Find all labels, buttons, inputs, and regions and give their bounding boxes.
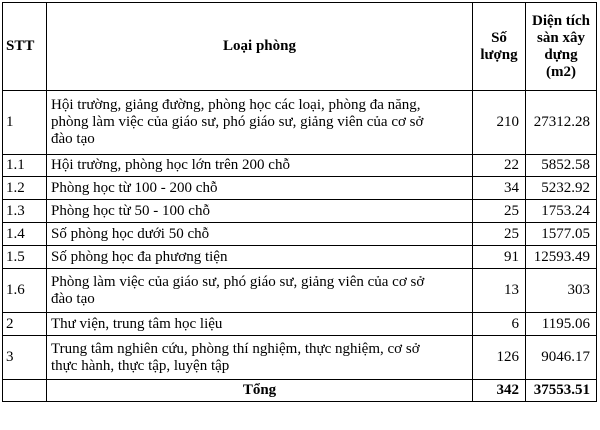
cell-area: 5852.58: [526, 155, 597, 177]
cell-room-type-line: Số phòng học đa phương tiện: [51, 248, 228, 265]
cell-room-type: [47, 336, 473, 380]
header-area-line3: dựng: [544, 46, 578, 63]
cell-area: 1195.06: [526, 313, 597, 336]
header-area-line2: sàn xây: [537, 29, 585, 46]
cell-room-type: [47, 200, 473, 223]
cell-room-type: [47, 269, 473, 313]
cell-room-type-line: Trung tâm nghiên cứu, phòng thí nghiệm, thực nghiệm, cơ sở: [51, 340, 420, 357]
cell-room-type: [47, 155, 473, 177]
cell-stt: 1.2: [3, 177, 47, 200]
cell-quantity: 22: [473, 155, 526, 177]
cell-stt: 1.3: [3, 200, 47, 223]
table-row: [3, 223, 597, 246]
cell-room-type-line: phòng làm việc của giáo sư, phó giáo sư, giảng viên của cơ sở: [51, 114, 424, 130]
cell-room-type-line: Phòng học từ 100 - 200 chỗ: [51, 179, 218, 196]
cell-room-type-line: Số phòng học dưới 50 chỗ: [51, 225, 210, 242]
cell-room-type: [47, 223, 473, 246]
table-row: [3, 336, 597, 380]
table-row: [3, 269, 597, 313]
table-row: [3, 313, 597, 336]
header-stt: STT: [3, 3, 47, 91]
table-row: [3, 246, 597, 269]
table-row: [3, 91, 597, 155]
cell-room-type-line: đào tạo: [51, 290, 95, 307]
cell-area: 12593.49: [526, 246, 597, 269]
table-row: [3, 155, 597, 177]
cell-room-type-line: Phòng làm việc của giáo sư, phó giáo sư, giảng viên của cơ sở: [51, 273, 425, 290]
cell-quantity: 6: [473, 313, 526, 336]
total-row: [3, 380, 597, 402]
total-area: 37553.51: [526, 380, 597, 402]
cell-area: 303: [526, 269, 597, 313]
header-area: [526, 3, 597, 91]
cell-quantity: 34: [473, 177, 526, 200]
cell-area: 1577.05: [526, 223, 597, 246]
total-quantity: 342: [473, 380, 526, 402]
cell-area: 9046.17: [526, 336, 597, 380]
cell-stt: 1: [3, 91, 47, 155]
total-label: Tổng: [47, 380, 473, 402]
cell-quantity: 210: [473, 91, 526, 155]
cell-quantity: 91: [473, 246, 526, 269]
table-row: [3, 200, 597, 223]
cell-room-type: [47, 313, 473, 336]
cell-room-type-line: Thư viện, trung tâm học liệu: [51, 315, 223, 332]
header-quantity-line2: lượng: [480, 46, 518, 63]
cell-room-type: [47, 246, 473, 269]
header-room-type: Loại phòng: [47, 3, 473, 91]
cell-quantity: 25: [473, 200, 526, 223]
cell-stt: 2: [3, 313, 47, 336]
cell-room-type: [47, 91, 473, 155]
cell-area: 5232.92: [526, 177, 597, 200]
cell-room-type-line: Hội trường, phòng học lớn trên 200 chỗ: [51, 157, 290, 173]
header-row: [3, 3, 597, 91]
cell-stt: 1.5: [3, 246, 47, 269]
cell-room-type-line: đào tạo: [51, 131, 95, 147]
cell-quantity: 13: [473, 269, 526, 313]
cell-room-type: [47, 177, 473, 200]
cell-stt: 1.1: [3, 155, 47, 177]
cell-area: 1753.24: [526, 200, 597, 223]
cell-quantity: 25: [473, 223, 526, 246]
header-area-line1: Diện tích: [532, 12, 590, 29]
cell-quantity: 126: [473, 336, 526, 380]
header-area-line4: (m2): [546, 63, 576, 80]
cell-area: 27312.28: [526, 91, 597, 155]
header-quantity-line1: Số: [491, 29, 507, 46]
cell-stt: 1.6: [3, 269, 47, 313]
cell-room-type-line: Phòng học từ 50 - 100 chỗ: [51, 202, 210, 219]
room-statistics-table: [2, 2, 597, 402]
table-row: [3, 177, 597, 200]
cell-room-type-line: thực hành, thực tập, luyện tập: [51, 357, 230, 374]
cell-stt: 1.4: [3, 223, 47, 246]
cell-stt: 3: [3, 336, 47, 380]
cell-room-type-line: Hội trường, giảng đường, phòng học các loại, phòng đa năng,: [51, 97, 421, 113]
header-quantity: [473, 3, 526, 91]
cell-stt-empty: [3, 380, 47, 402]
